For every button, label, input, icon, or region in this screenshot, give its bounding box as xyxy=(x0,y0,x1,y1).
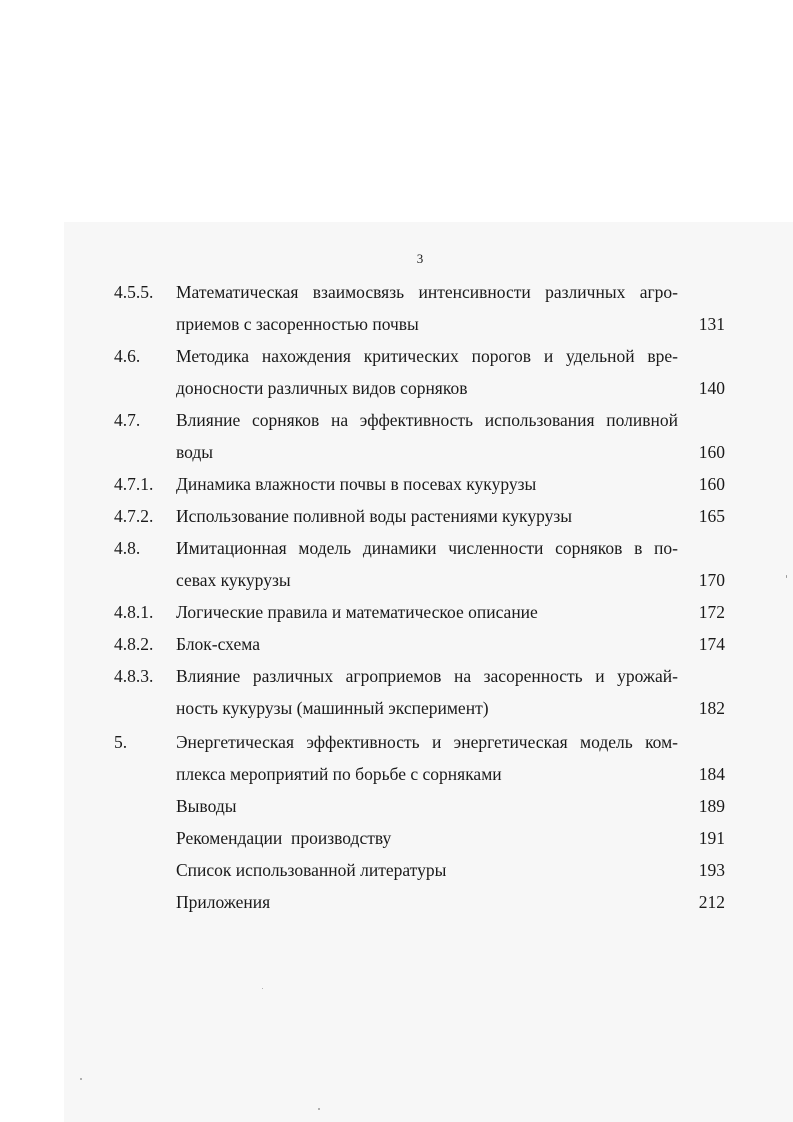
toc-entry-title-line: Энергетическая эффективность и энергетическая модель ком- xyxy=(176,732,678,752)
scan-speck xyxy=(318,1108,320,1110)
toc-entry-number: 4.7.2. xyxy=(114,506,154,526)
toc-entry-page: 212 xyxy=(698,892,725,912)
toc-entry-title-line: доносности различных видов сорняков xyxy=(176,378,468,398)
toc-entry-4-8-1 xyxy=(0,600,793,624)
toc-entry-page: 189 xyxy=(698,796,725,816)
toc-entry-page: 165 xyxy=(698,506,725,526)
toc-entry-4-5-5-cont xyxy=(0,312,793,336)
scan-speck xyxy=(786,575,787,578)
toc-entry-title-line: Влияние различных агроприемов на засоренность и урожай- xyxy=(176,666,678,686)
toc-entry-title-line: Динамика влажности почвы в посевах кукурузы xyxy=(176,474,537,494)
toc-entry-number: 4.8.1. xyxy=(114,602,154,622)
toc-entry-appendices xyxy=(0,890,793,914)
toc-entry-title-line: Блок-схема xyxy=(176,634,260,654)
toc-entry-page: 174 xyxy=(698,634,725,654)
toc-entry-title-line: Использование поливной воды растениями кукурузы xyxy=(176,506,573,526)
toc-entry-conclusions xyxy=(0,794,793,818)
toc-entry-5 xyxy=(0,730,793,754)
toc-entry-page: 182 xyxy=(698,698,725,718)
toc-entry-title-line: приемов с засоренностью почвы xyxy=(176,314,419,334)
toc-entry-page: 131 xyxy=(698,314,725,334)
toc-entry-4-6-cont xyxy=(0,376,793,400)
toc-entry-4-8-3-cont xyxy=(0,696,793,720)
toc-entry-number: 4.8. xyxy=(114,538,141,558)
toc-entry-number: 4.8.2. xyxy=(114,634,154,654)
toc-entry-page: 191 xyxy=(698,828,725,848)
toc-entry-number: 4.7. xyxy=(114,410,141,430)
toc-entry-title-line: Имитационная модель динамики численности сорняков в по- xyxy=(176,538,678,558)
toc-entry-number: 4.5.5. xyxy=(114,282,154,302)
scan-speck xyxy=(262,988,263,989)
toc-entry-title-line: воды xyxy=(176,442,214,462)
toc-entry-4-7 xyxy=(0,408,793,432)
toc-entry-title-line: Приложения xyxy=(176,892,271,912)
toc-entry-title-line: Рекомендации производству xyxy=(176,828,392,848)
toc-entry-page: 160 xyxy=(698,474,725,494)
toc-entry-4-7-cont xyxy=(0,440,793,464)
toc-entry-references xyxy=(0,858,793,882)
toc-entry-page: 184 xyxy=(698,764,725,784)
toc-entry-number: 4.8.3. xyxy=(114,666,154,686)
toc-entry-5-cont xyxy=(0,762,793,786)
toc-entry-page: 172 xyxy=(698,602,725,622)
toc-entry-page: 193 xyxy=(698,860,725,880)
toc-entry-page: 160 xyxy=(698,442,725,462)
toc-entry-title-line: Список использованной литературы xyxy=(176,860,447,880)
toc-entry-title-line: Методика нахождения критических порогов и удельной вре- xyxy=(176,346,678,366)
toc-entry-number: 4.6. xyxy=(114,346,141,366)
toc-entry-page: 140 xyxy=(698,378,725,398)
toc-entry-title-line: Логические правила и математическое описание xyxy=(176,602,538,622)
toc-entry-title-line: севах кукурузы xyxy=(176,570,291,590)
toc-entry-4-8-cont xyxy=(0,568,793,592)
toc-entry-4-7-2 xyxy=(0,504,793,528)
page-number: 3 xyxy=(416,251,424,266)
scan-speck xyxy=(80,1078,82,1080)
toc-entry-title-line: Математическая взаимосвязь интенсивности различных агро- xyxy=(176,282,678,302)
toc-entry-title-line: Выводы xyxy=(176,796,237,816)
toc-entry-page: 170 xyxy=(698,570,725,590)
toc-entry-4-8-2 xyxy=(0,632,793,656)
toc-entry-4-6 xyxy=(0,344,793,368)
toc-entry-4-5-5 xyxy=(0,280,793,304)
toc-entry-title-line: Влияние сорняков на эффективность использования поливной xyxy=(176,410,678,430)
toc-entry-4-8 xyxy=(0,536,793,560)
toc-entry-4-7-1 xyxy=(0,472,793,496)
toc-entry-recommendations xyxy=(0,826,793,850)
toc-entry-4-8-3 xyxy=(0,664,793,688)
toc-entry-title-line: ность кукурузы (машинный эксперимент) xyxy=(176,698,489,718)
toc-entry-number: 4.7.1. xyxy=(114,474,154,494)
toc-entry-title-line: плекса мероприятий по борьбе с сорняками xyxy=(176,764,502,784)
toc-entry-number: 5. xyxy=(114,732,128,752)
